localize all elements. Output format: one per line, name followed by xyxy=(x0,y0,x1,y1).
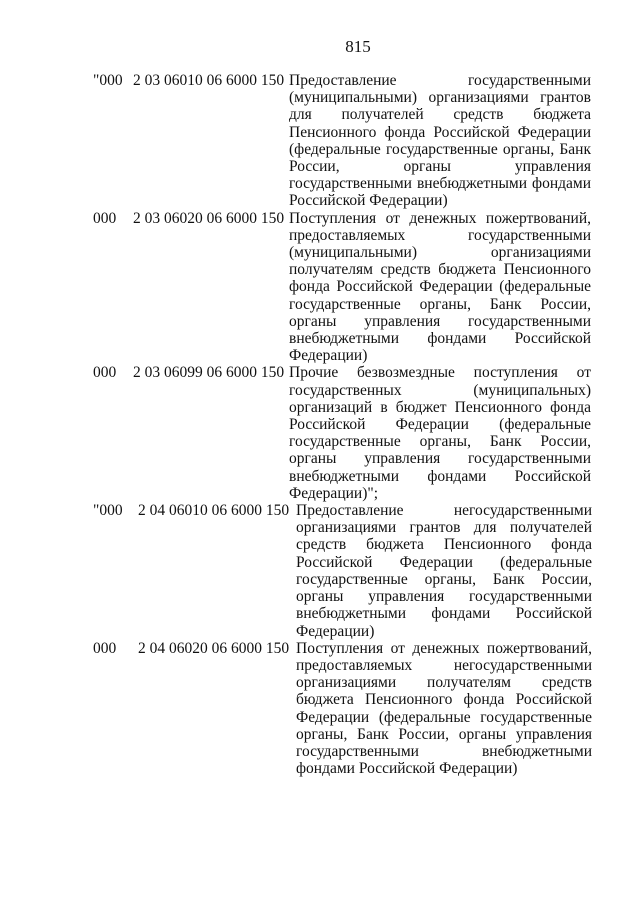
administrator-code: "000 xyxy=(93,72,123,89)
income-description: Поступления от денежных пожертвований, предоставляемых государственными (муниципальными) организациями получателям средств бюджета Пенсионного фонда Российской Федерации (федеральные государственные органы, Банк России, органы управления государственными внебюджетными фондами Российской Федерации) xyxy=(289,209,591,365)
budget-classification-code: 2 03 06020 06 6000 150 xyxy=(133,209,285,227)
administrator-code: 000 xyxy=(93,364,117,382)
budget-code-entry xyxy=(93,502,593,640)
budget-classification-code: 2 04 06010 06 6000 150 xyxy=(138,502,290,520)
budget-code-list xyxy=(93,72,593,777)
budget-classification-code: 2 03 06010 06 6000 150 xyxy=(133,72,285,89)
budget-classification-code: 2 04 06020 06 6000 150 xyxy=(138,639,290,657)
administrator-code: 000 xyxy=(93,209,117,227)
income-description: Предоставление государственными (муниципальными) организациями грантов для получателей средств бюджета Пенсионного фонда Российской Федерации (федеральные государственные органы, Банк России, органы управления государственными внебюджетными фондами Российской Федерации) xyxy=(289,72,591,210)
budget-code-entry xyxy=(93,364,593,502)
income-description: Предоставление негосударственными организациями грантов для получателей средств бюджета Пенсионного фонда Российской Федерации (федеральные государственные органы, Банк России, органы управления государственными внебюджетными фондами Российской Федерации) xyxy=(296,502,592,640)
budget-code-entry xyxy=(93,72,593,210)
budget-classification-code: 2 03 06099 06 6000 150 xyxy=(133,364,285,382)
budget-code-entry xyxy=(93,210,593,365)
page-number: 815 xyxy=(345,37,371,56)
administrator-code: "000 xyxy=(93,502,123,520)
income-description: Поступления от денежных пожертвований, предоставляемых негосударственными организациями получателям средств бюджета Пенсионного фонда Российской Федерации (федеральные государственные органы, Банк России, органы управления государственными внебюджетными фондами Российской Федерации) xyxy=(296,639,592,778)
budget-code-entry xyxy=(93,640,593,778)
income-description: Прочие безвозмездные поступления от государственных (муниципальных) организаций в бюджет Пенсионного фонда Российской Федерации (федеральные государственные органы, Банк России, органы управления государственными внебюджетными фондами Российской Федерации)"; xyxy=(289,364,591,502)
administrator-code: 000 xyxy=(93,639,117,657)
